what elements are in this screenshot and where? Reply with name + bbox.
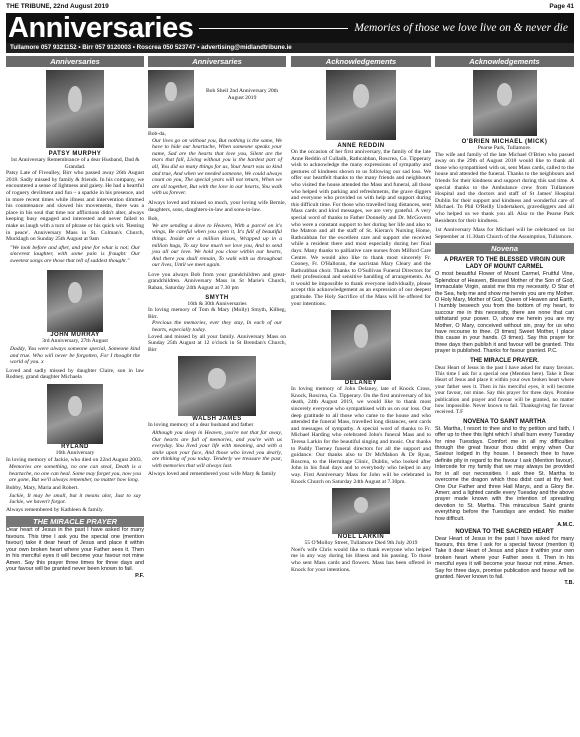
notice-text: Patsy Late of Fivealley, Birr who passed away 26th August 2018. Sadly missed by family & friends. In his company, we encountered a sense of lightness and gaiety. He had a heartful of roguery devilment and fun – a sparkle in his presence, and in more recent times while illness and intervention dimmed his countenance and slowed his movements, there was a place in his soul that time nor afflictions didn't alter, always keeping busy engaged and interested and never failed to make us laugh with a turn of phrase or his quick wit. 'Resting in peace'. Anniversary Mass in St. Colman's Church, Mucklagh on Sunday 25th August at 9am bbox=[6, 170, 144, 243]
prayer-title: NOVENA TO SAINT MARTHA bbox=[463, 418, 546, 425]
prayer-text: Dear heart of Jesus in the past I have asked for many favours. This time I ask you the special one (mention favour) take it dear heart of Jesus and place it within your own broken heart where your Father sees it. Then in his merciful eyes it will become your favour not mine Amen. Say this prayer three times for three days and your favour will be granted never been known to fail. bbox=[6, 527, 144, 573]
portrait-photo bbox=[326, 70, 396, 140]
column-3 bbox=[291, 56, 431, 732]
notice-name: SMYTH bbox=[205, 294, 229, 301]
prayer-text: Dear Heart of Jesus in the past I have asked for many favours. This time I ask for a special one (Mention here). Take it Dear Heart of Jesus and place it within your own broken heart where your father sees it. Then in his merciful eyes, it will become your favour, not mine. Say this prayer for three days. Promise publication and prayer and favour will be granted, no matter how impossible. Never known to fail. Thanksgiving for favour received. T.F bbox=[435, 364, 574, 416]
novena-header: Novena bbox=[435, 243, 574, 254]
notice-subtitle: 1st Anniversary Remembrance of a dear Husband, Dad & Grandad. bbox=[10, 157, 140, 170]
prayer-title: THE MIRACLE PRAYER. bbox=[470, 357, 539, 364]
notice-name: O'BRIEN MICHAEL (MICK) bbox=[461, 139, 548, 145]
notice-text: Always loved and missed so much, your loving wife Bernie, daughters, sons, daughters-in-law and sons-in-law. bbox=[148, 199, 286, 213]
notice-text: Noel's wife Chris would like to thank everyone who helped me in any way during his illness and his passing. To those who sent Mass cards and flowers. Mass has been offered in Knock for your intentions. bbox=[291, 546, 431, 573]
notice-verse: Although you sleep in Heaven, you're not that far away, Our hearts are full of memories, and you're with us everyday. You lived your life with meaning, and with a smile upon your face, And those who loved you dearly, are thinking of you today. Tenderly we treasure the past, with memories that will always last. bbox=[152, 430, 282, 469]
portrait-photo bbox=[47, 384, 103, 444]
prayer-sign: P.F. bbox=[135, 572, 144, 579]
portrait-photo bbox=[47, 270, 103, 332]
portrait-photo bbox=[46, 70, 104, 148]
section-header: Anniversaries bbox=[6, 56, 144, 67]
notice-quote: "We look before and after, and pine for what is not; Our sincerest laughter, with some pain is fraught: Our sweetest songs are those that tell of saddest thought." bbox=[10, 244, 140, 264]
notice-name: DELANEY bbox=[344, 380, 378, 387]
prayer-sign: T.B. bbox=[564, 580, 574, 587]
notice-text: On the occasion of her first anniversary, the family of the late Anne Reddin of Culladh, Rathcabban, Roscrea, Co. Tipperary wish to acknowledge the many expressions of sympathy and gestures of kindness shown to us following our sad loss. We offer our heartfelt thanks to the many friends and neighbours who visited the house attended the Mass and funeral, all those who helped with parking and refreshments, the grave diggers and everyone who provided us with help and support during this difficult time. For those who travelled long distances, sent Mass cards and kind messages, we are very grateful. A very special word of thanks to Father Donnelly and Dr. McGovern who were a constant support to her during her life and also to the Matron and all the staff of St. Kieran's Nursing Home, Rathcabban for the excellent care and support she received while a resident there and most especially during her final days. Many thanks to palliative care nurses from Milford Care Centre. We would also like to thank most sincerely Fr. Cooney, Fr. O'Halloran, the sacristan Mary Cleary and the Rathcabban choir. Thanks to O'Sullivan Funeral Directors for their professional and sensitive handling of arrangements. As it would be impossible to thank everyone individually, please accept this acknowledgement as an expression of our deepest gratitude. The Holy Sacrifice of the Mass will be offered for your intentions. bbox=[291, 149, 431, 307]
section-header: Anniversaries bbox=[148, 56, 286, 67]
notice-salutation: Bob, bbox=[148, 216, 159, 223]
notice-name: PATSY MURPHY bbox=[48, 151, 102, 157]
page-number: Page 41 bbox=[549, 3, 574, 10]
notice-name: RYLAND bbox=[61, 444, 89, 451]
prayer-title: NOVENA TO THE SACRED HEART bbox=[455, 528, 554, 535]
title-band bbox=[6, 13, 574, 43]
page-header bbox=[6, 3, 574, 13]
notice-text: In loving memory of a dear husband and father bbox=[148, 422, 254, 429]
notice-text: Loved and sadly missed by daughter Claire, son in law Rodney, grand daughter Michaela bbox=[6, 367, 144, 381]
notice-subtitle: 55 O'Molloy Street, Tullamore Died 9th July 2019 bbox=[304, 540, 418, 547]
notice-text: In loving memory of Jackie, who died on 22nd August 2003. bbox=[6, 456, 143, 463]
prayer-text: O most beautiful Flower of Mount Carmel, Fruitful Vine, Splendour of Heaven, Blessed Mother of the Son of God, Immaculate Virgin, assist me this my necessity. O Star of the Sea, help me and show me herein you are my Mother. O Holy Mary, Mother of God, Queen of Heaven and Earth, I humbly beseech you from the bottom of my heart, to succour me in this necessity, there are none that can withstand your power. O, show me herein you are my Mother, O Mary, conceived without sin, pray for us who have recourse to thee. (3 times) Sweet Mother, I place this cause in your hands. (3 times). Say this prayer for three days then publish it and favour will be granted. This prayer is published. Thanks for favour granted. P.C. bbox=[435, 271, 574, 355]
notice-verse: Jackie, It may be small, but it means alot, Just to say Jackie, we haven't forgot. bbox=[9, 492, 141, 506]
notice-name: JOHN MURRAY bbox=[50, 331, 100, 338]
section-header: Acknowledgements bbox=[291, 56, 431, 67]
notice-name: WALSH JAMES bbox=[192, 416, 242, 423]
paper-date: THE TRIBUNE, 22nd August 2019 bbox=[6, 3, 109, 10]
prayer-text: St. Martha, I resort to thee and to thy petition and faith, I offer up to thee this light which I shall burn every Tuesday for nine Tuesdays. Comfort me in all my difficulties through the great favour thou didst enjoy when Our Saviour lodged in thy house. I beseech thee to have definite pity in regard to the favour I ask (Mention favour). Intercede for my family that we may always be provided for in all our necessities. I ask thee St. Martha to overcome the dragon which thou didst cast at thy feet. One Our Father and three Hail Marys, and a Glory Be. Amen; and a lighted candle every Tuesday and the above prayer made known with the intention of spreading devotion to St. Martha. This miraculous Saint grants everything before the Tuesdays are ended. No matter how difficult. bbox=[435, 425, 574, 522]
prayer-header: THE MIRACLE PRAYER bbox=[6, 516, 144, 527]
page-motto: Memories of those we love live on & never die bbox=[354, 22, 568, 34]
portrait-photo bbox=[473, 70, 537, 136]
notice-verse: Precious the memories, ever they stay, In each of our hearts, especially today. bbox=[152, 320, 282, 334]
notice-subtitle: 16th Anniversary bbox=[55, 450, 95, 457]
section-header: Acknowledgements bbox=[435, 56, 574, 67]
notice-name: ANNE REDDIN bbox=[337, 143, 385, 149]
prayer-sign: A.M.C. bbox=[557, 521, 574, 528]
notice-name: NOEL LARKIN bbox=[337, 534, 385, 541]
portrait-photo bbox=[331, 310, 391, 380]
page-title: Anniversaries bbox=[8, 13, 194, 43]
divider bbox=[199, 28, 348, 29]
notice-subtitle: Bob Sheil 2nd Anniversary 20th August 2019 bbox=[205, 88, 279, 101]
notice-sign: Bubby, Mary, Maria and Robert. bbox=[6, 485, 79, 492]
notice-subtitle: Pearse Park, Tullamore. bbox=[477, 145, 532, 151]
portrait-photo bbox=[178, 356, 256, 416]
column-2 bbox=[148, 56, 286, 732]
notice-subtitle: 16th & 30th Anniversaries bbox=[187, 300, 247, 307]
notice-text: Always remembered by Kathleen & family. bbox=[6, 506, 104, 513]
column-1 bbox=[6, 56, 144, 732]
notice-verse: Memories are something, no one can steal, Death is a heartache, no one can heal. Some may forget you, now you are gone, But we'll always remember, no matter how long. bbox=[9, 464, 141, 484]
column-4 bbox=[435, 56, 574, 732]
prayer-title: A PRAYER TO THE BLESSED VIRGIN OUR LADY OF MOUNT CARMEL bbox=[443, 257, 566, 271]
prayer-text: Dear Heart of Jesus in the past I have asked for many favours, this time I ask for a special favour (mention it) Take it dear Heart of Jesus and place it within your own broken heart where your Father sees it. Then in his merciful eyes it will become your favour not mine. Amen. Say for three days, promise publication and favour will be granted. Never known to fail. bbox=[435, 535, 574, 580]
notice-text: Love you always Bob from your grandchildren and great-grandchildren. Anniversary Mass in St Marie's Church, Rahan, Saturday 24th August at 7.30 pm bbox=[148, 271, 286, 292]
notice-verse: Our lives go on without you, But nothing is the same, We have to hide our heartache, When someone speaks your name, Sad are the hearts that love you, Silent are the tears that fall, Living without you is the hardest part of all, You did so many things for us, Your heart was so kind and true, And when we needed someone, We could always count on you, The special years will not return, When we are all together, But with the love in our hearts, You walk with us forever. bbox=[152, 137, 282, 197]
notice-text: In loving memory of Tom & Mary (Molly) Smyth, Kilbeg, Birr. bbox=[148, 307, 286, 320]
notice-verse: Daddy, You were always someone special, Someone kind and true. Who will never be forgotten, For I thought the world of you. x bbox=[10, 346, 140, 366]
notice-text: Loved and missed by all your family. Anniversary Mass on Sunday 25th August at 12 o'clock in St Brendan's Church, Birr bbox=[148, 333, 286, 353]
notice-verse: We are sending a dove to Heaven, With a parcel on it's wings, Be careful when you open it, It's full of beautiful things. Inside are a million kisses, Wrapped up in a million hugs, To say how much we love you, And to send you all our love. We hold you close within our hearts, And there you shall remain, To walk with us throughout our lives, Until we meet again. bbox=[152, 222, 282, 269]
notice-text: The wife and family of the late Michael O'Brien who passed away on the 29th of August 2018 would like to thank all those who sympathised with us, sent Mass cards, called to the house and attended the funeral. Thanks to the neighbours and friends for their kindness and support during this sad time. A special thanks to the Ambulance crew from Tullamore Hospital and the doctors and staff of St James' Hospital Dublin for their support and kindness and wonderful care of Michael. To Phil O'Reilly Undertakers, gravediggers and all who helped us we thank you all. Also to the Pearse Park Residents for their kindness. bbox=[435, 151, 574, 224]
notice-text: In loving memory of John Delaney, late of Knock Cross, Knock, Roscrea, Co. Tipperary. On the first anniversary of his death, 24th August 2019, we would like to thank most sincerely everyone who sympathised with us on our loss. Our deep gratitude to all those who came to the house and who attended the funeral Mass, travelled long distances, sent cards and messages of sympathy. A special word of thanks to Fr. Michael Harding who celebrated John's funeral Mass and to Teresa Larkin for the beautiful singing and music. Our thanks to Paddy Tierney funeral directors for all the support and guidance. Our thanks also to Dr McMahon & Dr Ryan, Roscrea, to the Hermitage Clinic, Dublin, who looked after John in his final days and to everybody who helped in any way. First Anniversary Mass for John will be celebrated in Knock Church on Saturday 24th August at 7.30pm. bbox=[291, 386, 431, 485]
portrait-photo bbox=[332, 488, 390, 534]
notice-salutation: Bob-da, bbox=[148, 131, 166, 137]
notice-subtitle: 3rd Anniversary, 27th August bbox=[42, 337, 108, 344]
notice-text: 1st Anniversary Mass for Michael will be celebrated on 1st September at 11.30am Church of the Assumption, Tullamore. bbox=[435, 227, 574, 240]
contact-strip: Tullamore 057 9321152 • Birr 057 9120003 • Roscrea 050 523747 • advertising@midlandtribune.ie bbox=[6, 43, 574, 53]
portrait-photo bbox=[148, 70, 194, 128]
notice-text: Always loved and remembered your wife Mary & family bbox=[148, 470, 276, 477]
